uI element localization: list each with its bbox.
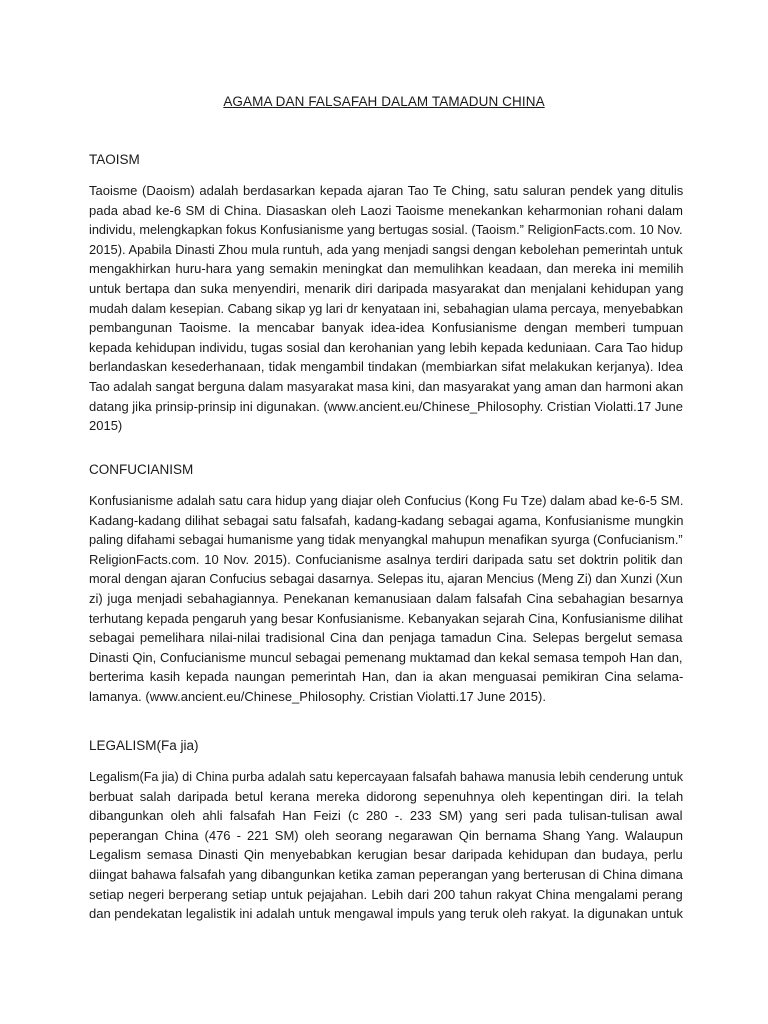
paragraph-line: moral dengan ajaran Confucius sebagai dasarnya. Selepas itu, ajaran Mencius (Meng Zi) dan Xunzi (Xun xyxy=(89,571,683,587)
section-body-legalism xyxy=(89,767,683,924)
paragraph-line: Kadang-kadang dilihat sebagai satu falsafah, kadang-kadang sebagai agama, Konfusianisme mungkin xyxy=(89,512,683,528)
paragraph-line: individu, melengkapkan fokus Konfusianisme yang bertugas sosial. (Taoism.” ReligionFacts.com. 10 Nov. xyxy=(89,222,683,238)
paragraph-line: dibangunkan oleh ahli falsafah Han Feizi (c 280 -. 233 SM) yang seri pada tulisan-tulisan awal xyxy=(89,808,683,824)
paragraph-line: kepada kehidupan individu, tugas sosial dan kerohanian yang lebih kepada keduniaan. Cara Tao hidup xyxy=(89,339,683,355)
paragraph-line: peperangan China (476 - 221 SM) oleh seorang negarawan Qin bernama Shang Yang. Walaupun xyxy=(89,827,683,843)
paragraph-line: setiap negeri berperang setiap untuk pejajahan. Lebih dari 200 tahun rakyat China mengalami perang xyxy=(89,886,683,902)
paragraph-line: ReligionFacts.com. 10 Nov. 2015). Confucianisme asalnya terdiri daripada satu set doktrin politik dan xyxy=(89,551,683,567)
paragraph-line: berlandaskan kesederhanaan, tidak mengambil tindakan (membiarkan sifat melakukan kerjanya). Idea xyxy=(89,359,683,375)
paragraph-line: paling difahami sebagai humanisme yang tidak menyangkal mahupun menafikan syurga (Confucianism.” xyxy=(89,532,683,548)
paragraph-line: mudah dalam kesepian. Cabang sikap yg lari dr kenyataan ini, sebahagian ulama percaya, menyebabkan xyxy=(89,300,683,316)
paragraph-line: terhutang kepada pengaruh yang besar Konfusianisme. Kebanyakan sejarah Cina, Konfusianisme dilihat xyxy=(89,610,683,626)
paragraph-line: pada abad ke-6 SM di China. Diasaskan oleh Laozi Taoisme menekankan keharmonian rohani dalam xyxy=(89,202,683,218)
paragraph-line: mengakhirkan huru-hara yang semakin meningkat dan memulihkan keadaan, dan mereka ini memilih xyxy=(89,261,683,277)
section-heading-legalism: LEGALISM(Fa jia) xyxy=(89,738,199,753)
paragraph-line: untuk bertapa dan suka menyendiri, menarik diri daripada masyarakat dan menjalani kehidupan yang xyxy=(89,280,683,296)
paragraph-line: berterima kasih kepada naungan pemerintah Han, dan ia akan menguasai pemikiran Cina selama- xyxy=(89,669,683,685)
paragraph-line: berbuat salah daripada betul kerana mereka didorong sepenuhnya oleh kepentingan diri. Ia telah xyxy=(89,788,683,804)
paragraph-line: diingat bahawa falsafah yang dibangunkan ketika zaman peperangan yang berterusan di China dimana xyxy=(89,866,683,882)
section-heading-taoism: TAOISM xyxy=(89,152,140,167)
paragraph-line: pembangunan Taoisme. Ia mencabar banyak idea-idea Konfusianisme dengan memberi tumpuan xyxy=(89,320,683,336)
paragraph-line: 2015) xyxy=(89,418,123,434)
paragraph-line: Taoisme (Daoism) adalah berdasarkan kepada ajaran Tao Te Ching, satu saluran pendek yang ditulis xyxy=(89,183,683,198)
document-title: AGAMA DAN FALSAFAH DALAM TAMADUN CHINA xyxy=(223,94,545,109)
paragraph-line: Legalism(Fa jia) di China purba adalah satu kepercayaan falsafah bahawa manusia lebih cenderung untuk xyxy=(89,769,683,784)
paragraph-line: Tao adalah sangat berguna dalam masyarakat masa kini, dan masyarakat yang aman dan harmoni akan xyxy=(89,378,683,394)
section-heading-confucianism: CONFUCIANISM xyxy=(89,462,194,477)
paragraph-line: Dinasti Qin, Confucianisme muncul sebagai pemenang muktamad dan kekal semasa tempoh Han dan, xyxy=(89,649,683,665)
paragraph-line: sebagai pemelihara nilai-nilai tradisional Cina dan penjaga tamadun Cina. Selepas bergelut semasa xyxy=(89,630,683,646)
paragraph-line: dan pendekatan legalistik ini adalah untuk mengawal impuls yang teruk oleh rakyat. Ia digunakan untuk xyxy=(89,906,683,922)
paragraph-line: 2015). Apabila Dinasti Zhou mula runtuh, ada yang menjadi sangsi dengan kebolehan pemerintah untuk xyxy=(89,241,683,257)
section-body-confucianism xyxy=(89,491,683,707)
section-body-taoism xyxy=(89,181,683,436)
paragraph-line: datang jika prinsip-prinsip ini digunakan. (www.ancient.eu/Chinese_Philosophy. Cristian Violatti.17 June xyxy=(89,398,683,414)
paragraph-line: Konfusianisme adalah satu cara hidup yang diajar oleh Confucius (Kong Fu Tze) dalam abad ke-6-5 SM. xyxy=(89,493,683,508)
paragraph-line: zi) juga menjadi sebahagiannya. Penekanan kemanusiaan dalam falsafah Cina sebahagian besarnya xyxy=(89,590,683,606)
paragraph-line: lamanya. (www.ancient.eu/Chinese_Philosophy. Cristian Violatti.17 June 2015). xyxy=(89,688,546,704)
paragraph-line: Legalism semasa Dinasti Qin menyebabkan kerugian besar daripada kehidupan dan budaya, perlu xyxy=(89,847,683,863)
